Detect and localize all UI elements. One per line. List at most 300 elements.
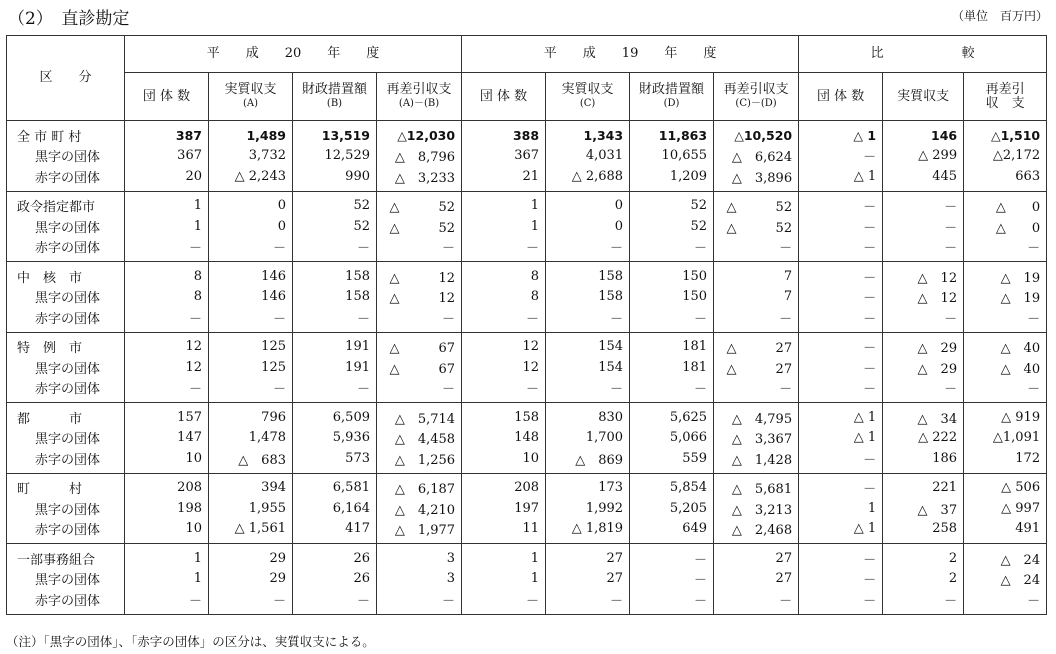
table-cell: 6,581 xyxy=(293,473,377,498)
header-h20-col-0 xyxy=(125,73,209,121)
table-cell: 1 xyxy=(799,498,883,519)
table-cell: － xyxy=(964,237,1047,262)
table-cell: △ 27 xyxy=(714,332,799,357)
table-row xyxy=(7,216,1047,237)
table-cell: － xyxy=(125,589,209,614)
table-cell: 52 xyxy=(293,191,377,216)
table-cell: 158 xyxy=(293,287,377,308)
header-label: 実質収支 xyxy=(224,81,277,97)
table-cell: － xyxy=(209,307,293,332)
table-cell: 8 xyxy=(125,262,209,287)
table-cell: △ 34 xyxy=(883,403,964,428)
table-cell: 559 xyxy=(630,448,714,473)
header-h20-col-1 xyxy=(209,73,293,121)
table-row xyxy=(7,403,1047,428)
table-cell: △ 67 xyxy=(377,332,462,357)
table-cell: △ 29 xyxy=(883,332,964,357)
table-cell: 0 xyxy=(546,216,630,237)
header-h19-col-1 xyxy=(546,73,630,121)
table-row xyxy=(7,307,1047,332)
table-cell: － xyxy=(630,237,714,262)
table-cell: － xyxy=(209,378,293,403)
table-body xyxy=(7,121,1047,615)
table-cell: － xyxy=(462,237,546,262)
page-title: （2） 直診勘定 xyxy=(8,9,130,29)
header-group-hikaku: 比 較 xyxy=(799,36,1047,73)
table-cell: － xyxy=(714,237,799,262)
table-cell: 6,164 xyxy=(293,498,377,519)
table-cell: 1,955 xyxy=(209,498,293,519)
table-cell: 13,519 xyxy=(293,121,377,146)
table-cell: 191 xyxy=(293,357,377,378)
table-cell: － xyxy=(964,378,1047,403)
table-cell: △ 24 xyxy=(964,569,1047,590)
table-cell: △ 1,819 xyxy=(546,519,630,544)
table-cell: － xyxy=(125,307,209,332)
table-cell: △ 3,367 xyxy=(714,428,799,449)
table-cell: 649 xyxy=(630,519,714,544)
header-sub-label: (D) xyxy=(663,97,680,109)
table-cell: △ 3,233 xyxy=(377,166,462,191)
row-category-label: 全 市 町 村 xyxy=(7,121,125,146)
table-cell: 0 xyxy=(209,216,293,237)
row-category-label: 町 村 xyxy=(7,473,125,498)
header-sub-label: (C)－(D) xyxy=(735,97,777,109)
table-cell: － xyxy=(714,307,799,332)
footnote: （注）「黒字の団体」、「赤字の団体」の区分は、実質収支による。 xyxy=(6,634,375,649)
table-cell: － xyxy=(462,589,546,614)
table-cell: △ 1,256 xyxy=(377,448,462,473)
table-cell: 158 xyxy=(462,403,546,428)
table-cell: 146 xyxy=(209,262,293,287)
table-cell: － xyxy=(799,448,883,473)
table-row xyxy=(7,357,1047,378)
table-cell: △ 506 xyxy=(964,473,1047,498)
table-cell: △ 0 xyxy=(964,191,1047,216)
row-category-label: 都 市 xyxy=(7,403,125,428)
table-cell: 7 xyxy=(714,287,799,308)
table-row xyxy=(7,121,1047,146)
data-table xyxy=(6,35,1047,615)
row-subcategory-label: 赤字の団体 xyxy=(7,378,125,403)
table-cell: 6,509 xyxy=(293,403,377,428)
table-cell: 367 xyxy=(462,146,546,167)
table-cell: 8 xyxy=(462,287,546,308)
table-cell: 990 xyxy=(293,166,377,191)
table-cell: △ 24 xyxy=(964,544,1047,569)
row-category-label: 特 例 市 xyxy=(7,332,125,357)
table-cell: 796 xyxy=(209,403,293,428)
table-cell: △ 12 xyxy=(377,262,462,287)
header-h19-col-0 xyxy=(462,73,546,121)
table-row xyxy=(7,146,1047,167)
table-cell: 21 xyxy=(462,166,546,191)
table-cell: － xyxy=(630,569,714,590)
table-cell: 1 xyxy=(125,191,209,216)
table-cell: － xyxy=(799,332,883,357)
table-cell: 8 xyxy=(125,287,209,308)
table-cell: △12,030 xyxy=(377,121,462,146)
table-cell: 10 xyxy=(125,448,209,473)
row-subcategory-label: 赤字の団体 xyxy=(7,237,125,262)
table-cell: 830 xyxy=(546,403,630,428)
header-label: 団 体 数 xyxy=(816,88,865,104)
table-cell: 146 xyxy=(209,287,293,308)
table-cell: 181 xyxy=(630,332,714,357)
header-group-h20: 平 成 20 年 度 xyxy=(125,36,462,73)
table-cell: 1,700 xyxy=(546,428,630,449)
table-row xyxy=(7,191,1047,216)
row-subcategory-label: 赤字の団体 xyxy=(7,589,125,614)
table-cell: － xyxy=(293,307,377,332)
table-cell: 3 xyxy=(377,569,462,590)
table-cell: 52 xyxy=(630,191,714,216)
table-cell: △ 2,243 xyxy=(209,166,293,191)
table-cell: 1 xyxy=(462,216,546,237)
table-cell: 20 xyxy=(125,166,209,191)
table-cell: 29 xyxy=(209,569,293,590)
table-cell: △ 1,977 xyxy=(377,519,462,544)
table-cell: － xyxy=(714,589,799,614)
table-cell: 181 xyxy=(630,357,714,378)
row-subcategory-label: 赤字の団体 xyxy=(7,448,125,473)
table-cell: △ 3,213 xyxy=(714,498,799,519)
header-sub-label: (B) xyxy=(326,97,343,109)
table-cell: △ 1 xyxy=(799,519,883,544)
table-cell: △ 4,458 xyxy=(377,428,462,449)
row-subcategory-label: 黒字の団体 xyxy=(7,498,125,519)
table-cell: 2 xyxy=(883,544,964,569)
row-subcategory-label: 赤字の団体 xyxy=(7,519,125,544)
table-cell: － xyxy=(883,237,964,262)
table-cell: 27 xyxy=(714,569,799,590)
table-row xyxy=(7,237,1047,262)
table-cell: 186 xyxy=(883,448,964,473)
table-cell: △ 19 xyxy=(964,262,1047,287)
table-row xyxy=(7,166,1047,191)
table-cell: 150 xyxy=(630,287,714,308)
table-cell: △2,172 xyxy=(964,146,1047,167)
table-cell: 12,529 xyxy=(293,146,377,167)
row-category-label: 政令指定都市 xyxy=(7,191,125,216)
table-cell: △ 1 xyxy=(799,428,883,449)
header-h20-col-2 xyxy=(293,73,377,121)
table-cell: 367 xyxy=(125,146,209,167)
table-cell: △ 52 xyxy=(377,191,462,216)
header-label: 再差引収支 xyxy=(723,81,789,97)
row-subcategory-label: 黒字の団体 xyxy=(7,287,125,308)
table-cell: 4,031 xyxy=(546,146,630,167)
header-label: 団 体 数 xyxy=(142,88,191,104)
header-h20-col-3 xyxy=(377,73,462,121)
table-cell: 12 xyxy=(125,332,209,357)
table-cell: － xyxy=(964,307,1047,332)
table-cell: － xyxy=(799,473,883,498)
header-sub-label: (A) xyxy=(242,97,259,109)
table-cell: △ 919 xyxy=(964,403,1047,428)
table-cell: － xyxy=(883,589,964,614)
table-cell: － xyxy=(964,589,1047,614)
table-cell: 258 xyxy=(883,519,964,544)
table-cell: 26 xyxy=(293,544,377,569)
row-subcategory-label: 赤字の団体 xyxy=(7,307,125,332)
table-cell: △ 5,681 xyxy=(714,473,799,498)
table-cell: 5,205 xyxy=(630,498,714,519)
table-cell: 208 xyxy=(462,473,546,498)
table-cell: 29 xyxy=(209,544,293,569)
header-h19-col-3 xyxy=(714,73,799,121)
unit-label: （単位 百万円） xyxy=(951,9,1048,23)
header-sub-label: (A)－(B) xyxy=(398,97,440,109)
table-cell: － xyxy=(125,237,209,262)
table-cell: 158 xyxy=(293,262,377,287)
table-cell: 1 xyxy=(125,544,209,569)
table-cell: － xyxy=(799,569,883,590)
table-row xyxy=(7,332,1047,357)
table-cell: － xyxy=(630,307,714,332)
table-cell: △ 37 xyxy=(883,498,964,519)
table-cell: 1,209 xyxy=(630,166,714,191)
table-cell: － xyxy=(799,146,883,167)
table-row xyxy=(7,448,1047,473)
table-cell: － xyxy=(293,589,377,614)
table-cell: △1,091 xyxy=(964,428,1047,449)
table-cell: － xyxy=(377,589,462,614)
table-cell: △ 52 xyxy=(714,191,799,216)
table-cell: 1 xyxy=(125,216,209,237)
header-hikaku-col-2 xyxy=(964,73,1047,121)
table-cell: － xyxy=(293,237,377,262)
table-cell: － xyxy=(714,378,799,403)
table-cell: － xyxy=(799,191,883,216)
row-subcategory-label: 黒字の団体 xyxy=(7,216,125,237)
table-cell: △ 997 xyxy=(964,498,1047,519)
table-cell: △ 683 xyxy=(209,448,293,473)
table-cell: 0 xyxy=(209,191,293,216)
table-cell: － xyxy=(799,378,883,403)
table-cell: △ 1,561 xyxy=(209,519,293,544)
header-label: 財政措置額 xyxy=(301,81,367,97)
table-cell: 1,343 xyxy=(546,121,630,146)
table-cell: 158 xyxy=(546,262,630,287)
table-cell: 173 xyxy=(546,473,630,498)
table-cell: 150 xyxy=(630,262,714,287)
table-row xyxy=(7,378,1047,403)
table-row xyxy=(7,287,1047,308)
header-label: 実質収支 xyxy=(897,88,950,104)
table-cell: 52 xyxy=(630,216,714,237)
table-cell: 3,732 xyxy=(209,146,293,167)
table-cell: － xyxy=(883,378,964,403)
table-cell: 5,936 xyxy=(293,428,377,449)
table-cell: 154 xyxy=(546,357,630,378)
table-row xyxy=(7,569,1047,590)
table-cell: 5,066 xyxy=(630,428,714,449)
table-cell: 221 xyxy=(883,473,964,498)
table-cell: △ 27 xyxy=(714,357,799,378)
table-cell: － xyxy=(125,378,209,403)
table-cell: － xyxy=(293,378,377,403)
table-cell: 1 xyxy=(462,569,546,590)
table-cell: － xyxy=(799,237,883,262)
table-cell: 125 xyxy=(209,357,293,378)
table-cell: － xyxy=(799,589,883,614)
table-cell: 10 xyxy=(462,448,546,473)
table-cell: 158 xyxy=(546,287,630,308)
table-cell: 146 xyxy=(883,121,964,146)
table-cell: △ 1,428 xyxy=(714,448,799,473)
table-cell: － xyxy=(377,307,462,332)
row-subcategory-label: 黒字の団体 xyxy=(7,569,125,590)
table-row xyxy=(7,262,1047,287)
table-row xyxy=(7,544,1047,569)
table-cell: 417 xyxy=(293,519,377,544)
table-cell: 12 xyxy=(462,332,546,357)
table-cell: △1,510 xyxy=(964,121,1047,146)
table-cell: 147 xyxy=(125,428,209,449)
table-cell: △ 0 xyxy=(964,216,1047,237)
table-cell: △ 52 xyxy=(377,216,462,237)
table-cell: △ 6,624 xyxy=(714,146,799,167)
table-cell: 27 xyxy=(546,569,630,590)
table-row xyxy=(7,519,1047,544)
table-cell: － xyxy=(546,237,630,262)
table-cell: 663 xyxy=(964,166,1047,191)
table-cell: － xyxy=(209,237,293,262)
table-cell: △ 5,714 xyxy=(377,403,462,428)
table-cell: 10,655 xyxy=(630,146,714,167)
table-cell: 1 xyxy=(462,544,546,569)
header-h19-col-2 xyxy=(630,73,714,121)
table-cell: 445 xyxy=(883,166,964,191)
table-cell: 197 xyxy=(462,498,546,519)
table-cell: 1,478 xyxy=(209,428,293,449)
table-cell: 12 xyxy=(125,357,209,378)
table-cell: － xyxy=(799,307,883,332)
table-cell: 208 xyxy=(125,473,209,498)
table-cell: 27 xyxy=(546,544,630,569)
table-cell: △ 6,187 xyxy=(377,473,462,498)
table-cell: － xyxy=(546,589,630,614)
table-cell: △ 52 xyxy=(714,216,799,237)
table-cell: 1 xyxy=(125,569,209,590)
table-cell: △ 12 xyxy=(883,262,964,287)
table-cell: △ 1 xyxy=(799,403,883,428)
table-cell: － xyxy=(799,544,883,569)
row-category-label: 中 核 市 xyxy=(7,262,125,287)
table-cell: △ 4,210 xyxy=(377,498,462,519)
table-cell: － xyxy=(546,307,630,332)
table-row xyxy=(7,589,1047,614)
table-cell: 12 xyxy=(462,357,546,378)
table-cell: － xyxy=(799,287,883,308)
row-subcategory-label: 黒字の団体 xyxy=(7,428,125,449)
table-cell: 394 xyxy=(209,473,293,498)
table-cell: 191 xyxy=(293,332,377,357)
table-cell: 573 xyxy=(293,448,377,473)
table-cell: － xyxy=(883,216,964,237)
table-cell: － xyxy=(799,357,883,378)
table-cell: － xyxy=(377,237,462,262)
table-cell: 125 xyxy=(209,332,293,357)
table-cell: △ 67 xyxy=(377,357,462,378)
table-cell: △ 40 xyxy=(964,332,1047,357)
table-cell: 5,854 xyxy=(630,473,714,498)
row-subcategory-label: 黒字の団体 xyxy=(7,357,125,378)
table-cell: － xyxy=(209,589,293,614)
table-cell: △ 12 xyxy=(377,287,462,308)
header-hikaku-col-1 xyxy=(883,73,964,121)
table-cell: 3 xyxy=(377,544,462,569)
table-cell: 198 xyxy=(125,498,209,519)
header-group-h19: 平 成 19 年 度 xyxy=(462,36,799,73)
table-cell: △ 2,688 xyxy=(546,166,630,191)
table-cell: 1,489 xyxy=(209,121,293,146)
table-cell: △ 4,795 xyxy=(714,403,799,428)
table-row xyxy=(7,498,1047,519)
table-cell: 491 xyxy=(964,519,1047,544)
header-label: 再差引収支 xyxy=(386,81,452,97)
row-subcategory-label: 黒字の団体 xyxy=(7,146,125,167)
table-cell: － xyxy=(799,262,883,287)
table-cell: △ 2,468 xyxy=(714,519,799,544)
table-cell: △ 29 xyxy=(883,357,964,378)
table-cell: 11 xyxy=(462,519,546,544)
table-cell: 172 xyxy=(964,448,1047,473)
table-cell: △ 12 xyxy=(883,287,964,308)
table-cell: △ 1 xyxy=(799,121,883,146)
table-cell: 10 xyxy=(125,519,209,544)
header-sub-label: (C) xyxy=(579,97,596,109)
row-subcategory-label: 赤字の団体 xyxy=(7,166,125,191)
table-cell: △ 299 xyxy=(883,146,964,167)
table-cell: － xyxy=(883,191,964,216)
table-cell: 387 xyxy=(125,121,209,146)
table-cell: △ 8,796 xyxy=(377,146,462,167)
table-cell: △ 40 xyxy=(964,357,1047,378)
table-cell: 1,992 xyxy=(546,498,630,519)
table-cell: － xyxy=(377,378,462,403)
table-cell: △ 222 xyxy=(883,428,964,449)
header-label: 財政措置額 xyxy=(639,81,705,97)
table-cell: － xyxy=(546,378,630,403)
table-cell: 27 xyxy=(714,544,799,569)
table-cell: 1 xyxy=(462,191,546,216)
table-cell: 148 xyxy=(462,428,546,449)
header-label: 団 体 数 xyxy=(479,88,528,104)
table-cell: 11,863 xyxy=(630,121,714,146)
table-cell: △ 1 xyxy=(799,166,883,191)
table-cell: － xyxy=(462,378,546,403)
table-cell: － xyxy=(630,589,714,614)
header-label: 再差引 収 支 xyxy=(985,81,1025,111)
table-cell: △ 19 xyxy=(964,287,1047,308)
table-cell: － xyxy=(630,544,714,569)
table-cell: － xyxy=(799,216,883,237)
table-cell: 2 xyxy=(883,569,964,590)
table-cell: 8 xyxy=(462,262,546,287)
table-cell: － xyxy=(462,307,546,332)
table-cell: 388 xyxy=(462,121,546,146)
table-row xyxy=(7,428,1047,449)
table-cell: 52 xyxy=(293,216,377,237)
table-cell: 7 xyxy=(714,262,799,287)
table-cell: 0 xyxy=(546,191,630,216)
table-cell: △10,520 xyxy=(714,121,799,146)
table-cell: △ 869 xyxy=(546,448,630,473)
header-hikaku-col-0 xyxy=(799,73,883,121)
table-cell: 154 xyxy=(546,332,630,357)
